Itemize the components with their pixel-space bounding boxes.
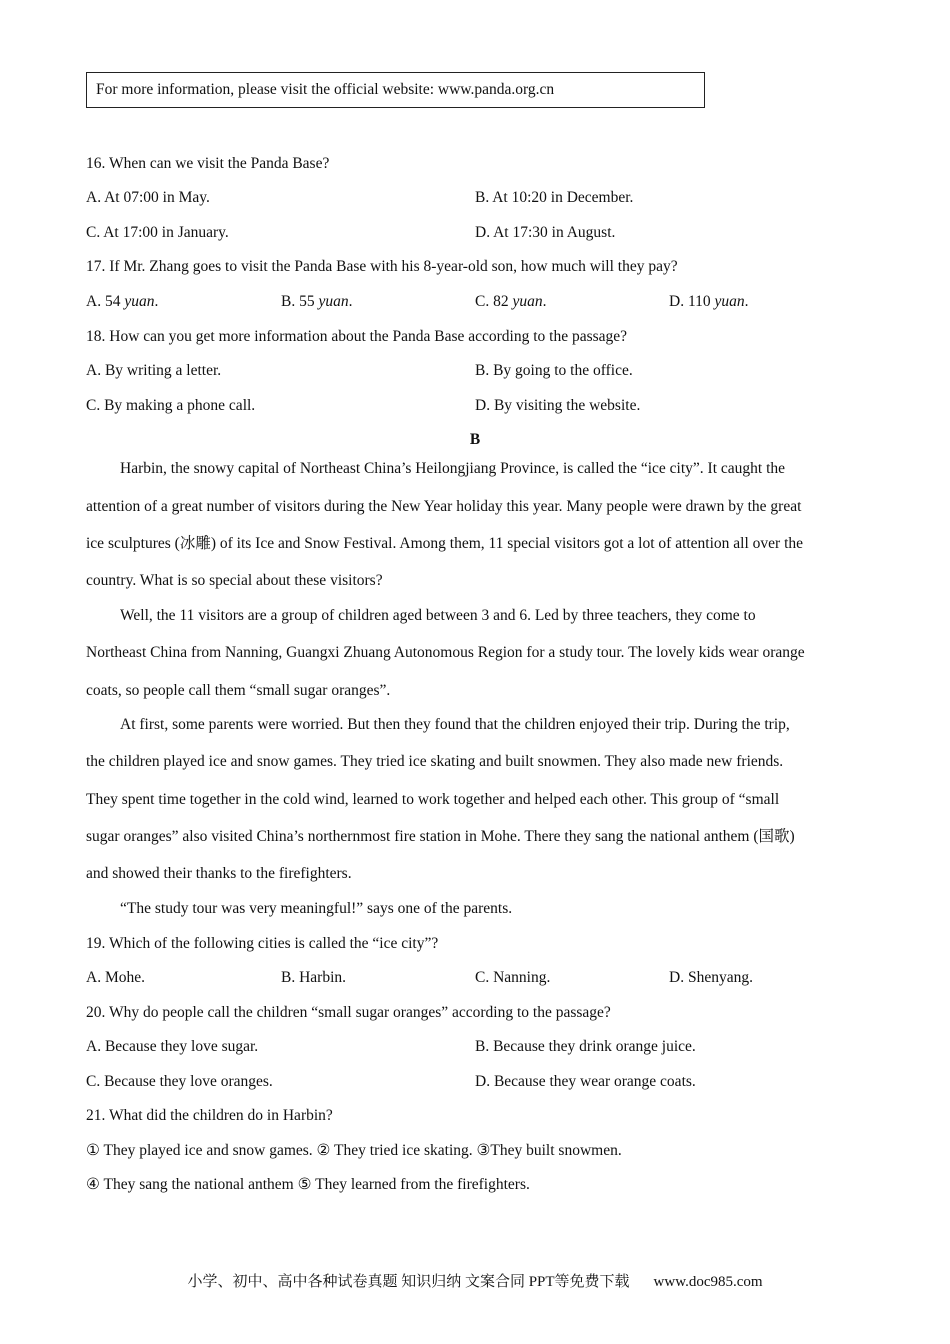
q17-option-c: C. 82 yuan.: [475, 293, 547, 310]
info-box: [86, 72, 705, 108]
q19-option-c: C. Nanning.: [475, 969, 551, 986]
passage-line: coats, so people call them “small sugar oranges”.: [86, 682, 391, 699]
passage-line: Harbin, the snowy capital of Northeast China’s Heilongjiang Province, is called the “ice city”. It caught the: [120, 460, 786, 477]
q17-option-a: A. 54 yuan.: [86, 293, 159, 310]
q19-question: 19. Which of the following cities is called the “ice city”?: [86, 935, 439, 952]
passage-line: At first, some parents were worried. But then they found that the children enjoyed their trip. During the trip,: [120, 716, 790, 733]
footer-url[interactable]: www.doc985.com: [653, 1274, 763, 1290]
q16-option-d: D. At 17:30 in August.: [475, 224, 616, 241]
q17-option-d: D. 110 yuan.: [669, 293, 749, 310]
q18-option-b: B. By going to the office.: [475, 362, 633, 379]
q18-option-d: D. By visiting the website.: [475, 397, 641, 414]
q19-option-a: A. Mohe.: [86, 969, 145, 986]
passage-line: sugar oranges” also visited China’s northernmost fire station in Mohe. There they sang the national anthem (国歌): [86, 828, 795, 845]
q20-option-a: A. Because they love sugar.: [86, 1038, 259, 1055]
q16-question: 16. When can we visit the Panda Base?: [86, 155, 330, 172]
footer-text: 小学、初中、高中各种试卷真题 知识归纳 文案合同 PPT等免费下载: [187, 1274, 630, 1290]
q19-option-b: B. Harbin.: [281, 969, 347, 986]
passage-line: the children played ice and snow games. They tried ice skating and built snowmen. They also made new friends.: [86, 753, 784, 770]
q21-question: 21. What did the children do in Harbin?: [86, 1107, 333, 1124]
q21-options-line-2: ④ They sang the national anthem ⑤ They learned from the firefighters.: [86, 1176, 530, 1193]
q20-option-b: B. Because they drink orange juice.: [475, 1038, 696, 1055]
page-footer: [0, 1270, 950, 1291]
q16-option-c: C. At 17:00 in January.: [86, 224, 229, 241]
passage-line: and showed their thanks to the firefighters.: [86, 865, 352, 882]
passage-line: country. What is so special about these visitors?: [86, 572, 383, 589]
passage-line: Northeast China from Nanning, Guangxi Zhuang Autonomous Region for a study tour. The lovely kids wear orange: [86, 644, 805, 661]
q20-question: 20. Why do people call the children “small sugar oranges” according to the passage?: [86, 1004, 611, 1021]
q21-options-line-1: ① They played ice and snow games. ② They tried ice skating. ③They built snowmen.: [86, 1142, 622, 1159]
info-box-text: For more information, please visit the official website: www.panda.org.cn: [96, 81, 555, 98]
q18-option-a: A. By writing a letter.: [86, 362, 222, 379]
q20-option-c: C. Because they love oranges.: [86, 1073, 273, 1090]
passage-line: ice sculptures (冰雕) of its Ice and Snow Festival. Among them, 11 special visitors got a lot of attention all over the: [86, 535, 804, 552]
passage-line: “The study tour was very meaningful!” says one of the parents.: [120, 900, 513, 917]
q18-question: 18. How can you get more information about the Panda Base according to the passage?: [86, 328, 628, 345]
passage-line: attention of a great number of visitors during the New Year holiday this year. Many people were drawn by the great: [86, 498, 802, 515]
q16-option-a: A. At 07:00 in May.: [86, 189, 210, 206]
q16-option-b: B. At 10:20 in December.: [475, 189, 634, 206]
q18-option-c: C. By making a phone call.: [86, 397, 256, 414]
section-heading: B: [469, 431, 481, 448]
q19-option-d: D. Shenyang.: [669, 969, 753, 986]
passage-line: Well, the 11 visitors are a group of children aged between 3 and 6. Led by three teachers, they come to: [120, 607, 756, 624]
q17-option-b: B. 55 yuan.: [281, 293, 353, 310]
q17-question: 17. If Mr. Zhang goes to visit the Panda Base with his 8-year-old son, how much will they pay?: [86, 258, 678, 275]
passage-line: They spent time together in the cold wind, learned to work together and helped each other. This group of “small: [86, 791, 780, 808]
q20-option-d: D. Because they wear orange coats.: [475, 1073, 696, 1090]
